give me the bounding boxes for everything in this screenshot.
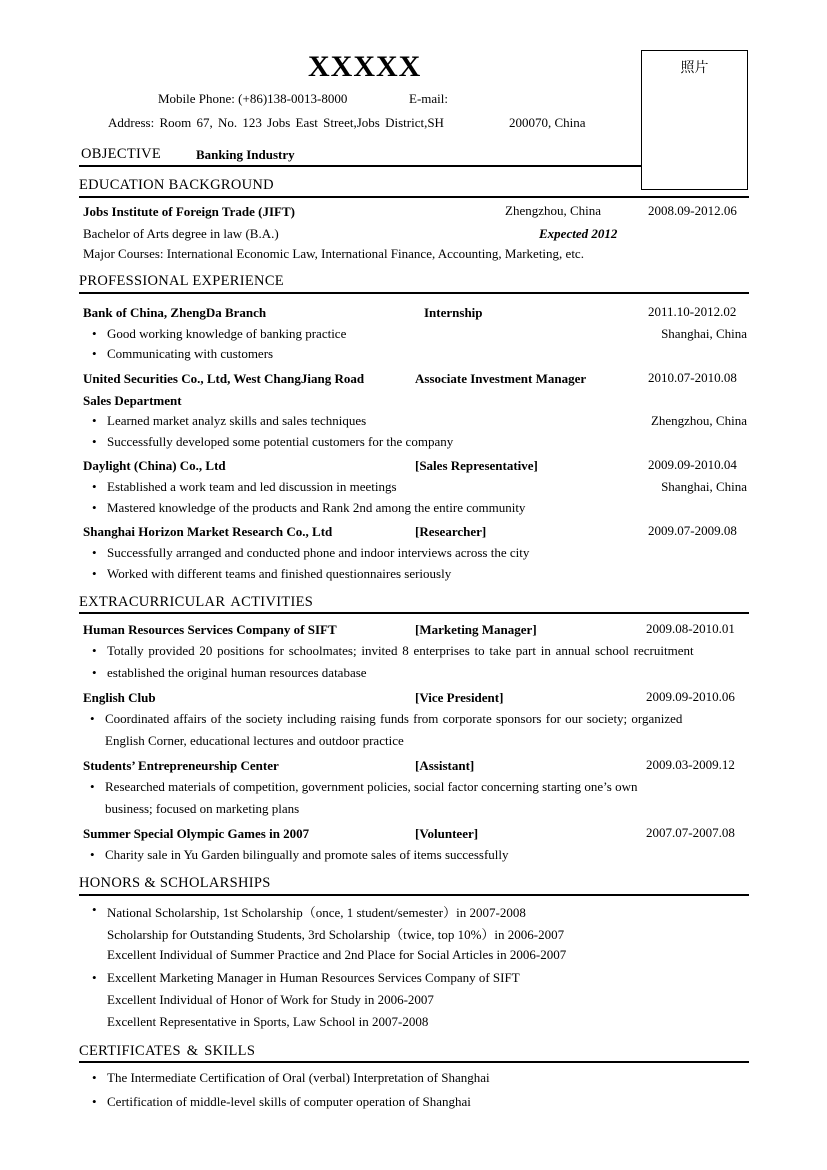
- act-role: [Volunteer]: [415, 826, 479, 841]
- certificates-heading: CERTIFICATES & SKILLS: [79, 1043, 256, 1059]
- exp-bullet: • Successfully arranged and conducted phone and indoor interviews across the city: [107, 545, 529, 561]
- exp-bullet: • Communicating with customers: [107, 346, 273, 362]
- honor-line: • National Scholarship, 1st Scholarship（once, 1 student/semester）in 2007-2008: [107, 902, 526, 921]
- honor-line: Excellent Individual of Summer Practice and 2nd Place for Social Articles in 2006-2007: [107, 947, 567, 962]
- education-rule: [79, 196, 749, 198]
- act-dates: 2007.07-2007.08: [646, 825, 735, 840]
- school-location: Zhengzhou, China: [505, 203, 602, 218]
- objective-heading: OBJECTIVE: [81, 146, 162, 162]
- certificate-line: • The Intermediate Certification of Oral (verbal) Interpretation of Shanghai: [107, 1070, 490, 1086]
- objective-rule: [79, 165, 642, 167]
- school-dates: 2008.09-2012.06: [648, 203, 737, 218]
- exp-role: [Sales Representative]: [415, 458, 538, 473]
- exp-bullet: • Successfully developed some potential customers for the company: [107, 434, 453, 450]
- education-heading: EDUCATION BACKGROUND: [79, 177, 274, 193]
- exp-dates: 2009.09-2010.04: [648, 457, 737, 472]
- exp-bullet: • Good working knowledge of banking practice: [107, 326, 346, 342]
- exp-org: Shanghai Horizon Market Research Co., Ltd: [83, 524, 333, 539]
- exp-org: United Securities Co., Ltd, West ChangJiang Road: [83, 371, 365, 386]
- act-line: • Researched materials of competition, government policies, social factor concerning starting one’s own: [105, 779, 637, 795]
- act-dates: 2009.03-2009.12: [646, 757, 735, 772]
- phone-text: Mobile Phone: (+86)138-0013-8000: [158, 91, 348, 106]
- act-role: [Assistant]: [415, 758, 475, 773]
- certificates-rule: [79, 1061, 749, 1063]
- act-line: • established the original human resources database: [107, 665, 367, 681]
- act-dates: 2009.08-2010.01: [646, 621, 735, 636]
- photo-placeholder: [641, 50, 748, 190]
- exp-role: [Researcher]: [415, 524, 487, 539]
- exp-dates: 2010.07-2010.08: [648, 370, 737, 385]
- exp-bullet: • Mastered knowledge of the products and Rank 2nd among the entire community: [107, 500, 525, 516]
- act-role: [Marketing Manager]: [415, 622, 537, 637]
- exp-org-dept: Sales Department: [83, 393, 182, 408]
- honors-rule: [79, 894, 749, 896]
- experience-heading: PROFESSIONAL EXPERIENCE: [79, 273, 284, 289]
- expected-text: Expected 2012: [539, 226, 618, 241]
- act-org: English Club: [83, 690, 156, 705]
- act-line-cont: English Corner, educational lectures and outdoor practice: [105, 733, 404, 748]
- exp-dates: 2009.07-2009.08: [648, 523, 737, 538]
- honor-line: Scholarship for Outstanding Students, 3rd Scholarship（twice, top 10%）in 2006-2007: [107, 927, 565, 942]
- exp-location: Zhengzhou, China: [650, 413, 747, 428]
- act-role: [Vice President]: [415, 690, 504, 705]
- exp-dates: 2011.10-2012.02: [648, 304, 737, 319]
- exp-bullet: • Worked with different teams and finished questionnaires seriously: [107, 566, 451, 582]
- act-line: • Totally provided 20 positions for schoolmates; invited 8 enterprises to take part in annual school recruitment: [107, 643, 694, 659]
- school-name: Jobs Institute of Foreign Trade (JIFT): [83, 204, 295, 219]
- act-org: Human Resources Services Company of SIFT: [83, 622, 337, 637]
- honor-line: Excellent Representative in Sports, Law School in 2007-2008: [107, 1014, 429, 1029]
- exp-bullet: • Learned market analyz skills and sales techniques: [107, 413, 366, 429]
- resume-name: XXXXX: [308, 50, 422, 83]
- certificate-line: • Certification of middle-level skills of computer operation of Shanghai: [107, 1094, 471, 1110]
- exp-location: Shanghai, China: [661, 326, 747, 341]
- exp-role: Associate Investment Manager: [415, 371, 587, 386]
- act-line: • Coordinated affairs of the society including raising funds from corporate sponsors for our society; organized: [105, 711, 682, 727]
- exp-role: Internship: [424, 305, 483, 320]
- address-text: Address: Room 67, No. 123 Jobs East Street,Jobs District,SH: [108, 115, 444, 130]
- exp-org: Daylight (China) Co., Ltd: [83, 458, 226, 473]
- act-line-cont: business; focused on marketing plans: [105, 801, 300, 816]
- email-label: E-mail:: [409, 91, 448, 106]
- exp-bullet: • Established a work team and led discussion in meetings: [107, 479, 397, 495]
- postcode-text: 200070, China: [509, 115, 586, 130]
- experience-rule: [79, 292, 749, 294]
- courses-text: Major Courses: International Economic Law, International Finance, Accounting, Marketing, etc.: [83, 246, 584, 261]
- objective-value: Banking Industry: [196, 147, 295, 162]
- activities-rule: [79, 612, 749, 614]
- degree-text: Bachelor of Arts degree in law (B.A.): [83, 226, 279, 241]
- act-dates: 2009.09-2010.06: [646, 689, 735, 704]
- photo-label: 照片: [680, 60, 709, 76]
- honor-line: • Excellent Marketing Manager in Human Resources Services Company of SIFT: [107, 970, 520, 986]
- activities-heading: EXTRACURRICULAR ACTIVITIES: [79, 594, 314, 610]
- act-org: Students’ Entrepreneurship Center: [83, 758, 279, 773]
- exp-org: Bank of China, ZhengDa Branch: [83, 305, 267, 320]
- act-line: • Charity sale in Yu Garden bilingually and promote sales of items successfully: [105, 847, 509, 863]
- exp-location: Shanghai, China: [661, 479, 747, 494]
- honor-line: Excellent Individual of Honor of Work for Study in 2006-2007: [107, 992, 434, 1007]
- honors-heading: HONORS & SCHOLARSHIPS: [79, 875, 271, 891]
- act-org: Summer Special Olympic Games in 2007: [83, 826, 310, 841]
